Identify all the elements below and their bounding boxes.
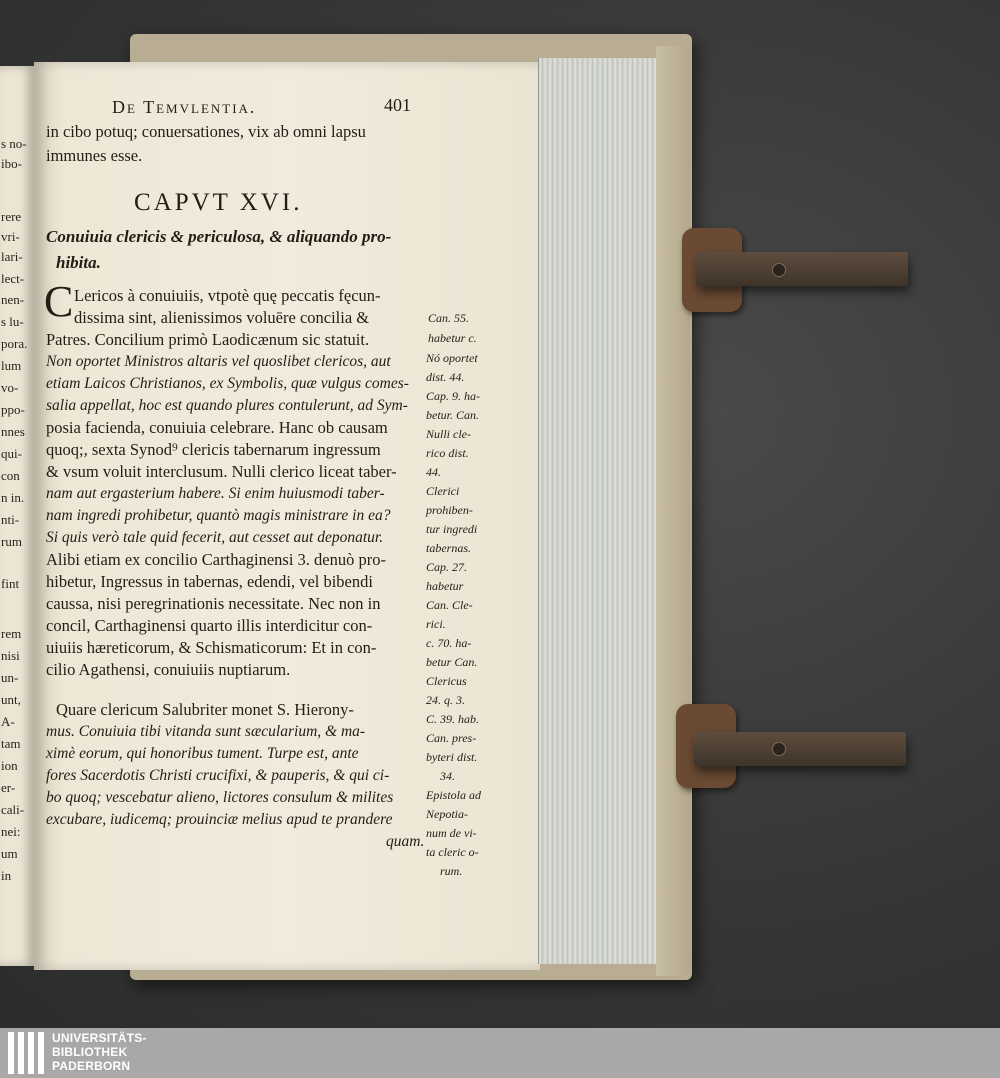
chapter-subtitle: Conuiuia clericis & periculosa, & aliquando pro- [46,227,392,246]
left-page-text: ion [1,758,18,773]
chapter-subtitle: hibita. [56,253,101,272]
margin-note: Nó oportet [426,351,478,365]
body-line: Patres. Concilium primò Laodicænum sic statuit. [46,330,370,349]
margin-note: Clerici [426,484,460,498]
left-page-text: s no- [1,136,27,151]
body-line: fores Sacerdotis Christi crucifixi, & pauperis, & qui ci- [46,767,390,784]
running-title: De Temvlentia. [112,97,257,117]
margin-note: rico dist. [426,446,469,460]
body-line: ximè eorum, qui honoribus tument. Turpe est, ante [46,745,359,762]
body-line: uiuiis hæreticorum, & Schismaticorum: Et in con- [46,638,377,657]
left-page-text: vri- [1,229,20,244]
left-page-text: qui- [1,446,22,461]
left-page-text: n in. [1,490,25,505]
left-page-text: nti- [1,512,20,527]
body-line: cilio Agathensi, conuiuiis nuptiarum. [46,660,291,679]
margin-note: habetur [426,579,464,593]
body-line: in cibo potuq; conuersationes, vix ab omni lapsu [46,122,366,141]
left-page-text: nisi [1,648,20,663]
left-page-text: nen- [1,292,25,307]
upper-clasp-rivet-icon [772,263,786,277]
margin-note: 24. q. 3. [426,693,465,707]
margin-note: prohiben- [426,503,473,517]
body-line: salia appellat, hoc est quando plures contulerunt, ad Sym- [46,397,408,414]
margin-note: Nepotia- [426,807,468,821]
body-line: Non oportet Ministros altaris vel quoslibet clericos, aut [46,353,391,370]
left-page-text: unt, [1,692,21,707]
left-page-text: ppo- [1,402,25,417]
left-page-text: tam [1,736,21,751]
left-page-fragment [0,66,34,966]
margin-note: betur. Can. [426,408,480,422]
body-line: etiam Laicos Christianos, ex Symbolis, quæ vulgus comes- [46,375,409,392]
left-page-text: rem [1,626,22,641]
body-line: Si quis verò tale quid fecerit, aut cesset aut deponatur. [46,529,384,546]
body-line: nam aut ergasterium habere. Si enim huiusmodi taber- [46,485,385,502]
body-line: Quare clericum Salubriter monet S. Hierony- [56,700,354,719]
margin-note: Clericus [426,674,467,688]
left-page-text: in [1,868,12,883]
margin-note: tur ingredi [426,522,478,536]
institution-name-line: UNIVERSITÄTS- [52,1031,147,1045]
margin-note: c. 70. ha- [426,636,472,650]
body-line: caussa, nisi peregrinationis necessitate. Nec non in [46,594,381,613]
margin-note: habetur c. [428,331,477,345]
body-line: quam. [386,833,425,850]
library-logo-icon [8,1032,46,1074]
body-line: Lericos à conuiuiis, vtpotè quę peccatis fęcun- [74,286,381,305]
body-line: mus. Conuiuia tibi vitanda sunt sæcularium, & ma- [46,723,366,740]
body-line: immunes esse. [46,146,143,165]
margin-note: Cap. 9. ha- [426,389,480,403]
margin-note: C. 39. hab. [426,712,480,726]
margin-note: Can. 55. [428,311,470,325]
left-page-text: ibo- [1,156,22,171]
margin-note: 34. [440,769,455,783]
left-page-text: er- [1,780,16,795]
footer-bar [0,1028,1000,1078]
margin-note: Can. pres- [426,731,477,745]
left-page-text: con [1,468,20,483]
left-page-text: nnes [1,424,25,439]
left-page-text: lum [1,358,22,373]
left-page-text: fint [1,576,20,591]
body-line: bo quoq; vescebatur alieno, lictores consulum & milites [46,789,394,806]
left-page-text: A- [1,714,15,729]
body-line: & vsum voluit interclusum. Nulli clerico liceat taber- [46,462,397,481]
left-page-text: rere [1,209,22,224]
right-page [34,62,540,970]
left-page-text: un- [1,670,19,685]
back-board-edge [656,46,690,976]
drop-cap: C [44,277,74,326]
margin-note: dist. 44. [426,370,465,384]
margin-note: byteri dist. [426,750,478,764]
lower-clasp-rivet-icon [772,742,786,756]
body-line: Alibi etiam ex concilio Carthaginensi 3. denuò pro- [46,550,386,569]
margin-note: Nulli cle- [426,427,471,441]
margin-note: 44. [426,465,441,479]
margin-note: Epistola ad [426,788,482,802]
chapter-heading: CAPVT XVI. [134,189,303,216]
left-page-text: pora. [1,336,28,351]
body-line: dissima sint, alienissimos voluēre concilia & [74,308,370,327]
left-page-text: s lu- [1,314,24,329]
margin-note: num de vi- [426,826,477,840]
institution-name-line: PADERBORN [52,1059,131,1073]
body-line: nam ingredi prohibetur, quantò magis ministrare in ea? [46,507,391,524]
margin-note: Can. Cle- [426,598,473,612]
body-line: posia facienda, conuiuia celebrare. Hanc ob causam [46,418,388,437]
left-page-text: lari- [1,249,23,264]
left-page-text: cali- [1,802,25,817]
lower-clasp-strap [694,732,906,766]
body-line: hibetur, Ingressus in tabernas, edendi, vel bibendi [46,572,373,591]
left-page-text: nei: [1,824,21,839]
page-block-edge [538,58,657,964]
left-page-text: vo- [1,380,19,395]
margin-note: rici. [426,617,446,631]
margin-note: Cap. 27. [426,560,468,574]
page-number: 401 [384,95,411,115]
left-page-text: um [1,846,18,861]
upper-clasp-strap [696,252,908,286]
body-line: quoq;, sexta Synod⁹ clericis tabernarum ingressum [46,440,381,459]
margin-note: rum. [440,864,463,878]
margin-note: tabernas. [426,541,471,555]
margin-note: ta cleric o- [426,845,479,859]
body-line: concil, Carthaginensi quarto illis interdicitur con- [46,616,373,635]
body-line: excubare, iudicemq; prouinciæ melius apud te prandere [46,811,393,828]
left-page-text: rum [1,534,22,549]
institution-name-line: BIBLIOTHEK [52,1045,128,1059]
left-page-text: lect- [1,271,25,286]
margin-note: betur Can. [426,655,478,669]
